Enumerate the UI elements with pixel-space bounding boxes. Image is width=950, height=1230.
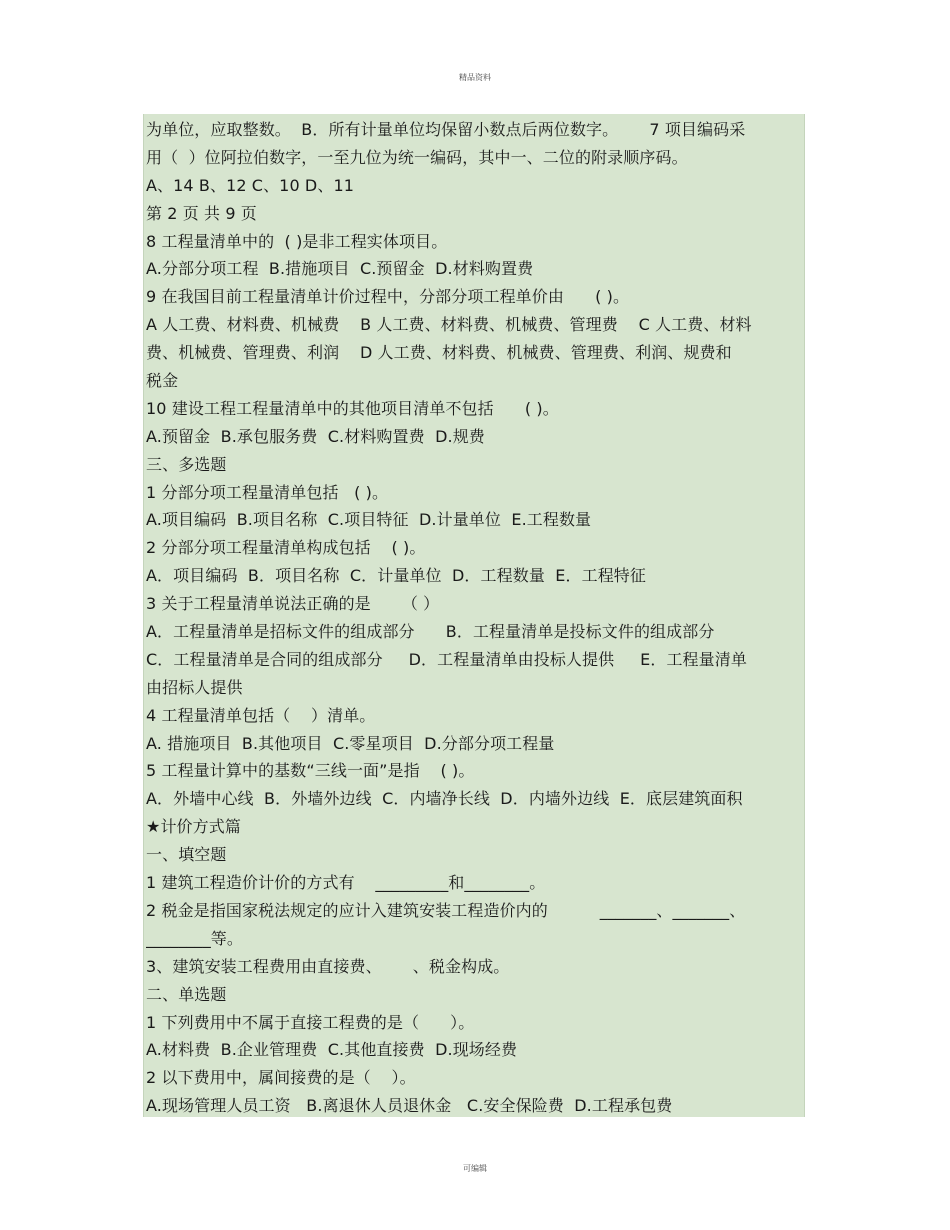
text-line: A.现场管理人员工资 B.离退休人员退休金 C.安全保险费 D.工程承包费 (146, 1096, 673, 1116)
document-content (143, 114, 805, 1117)
section-heading: ★计价方式篇 (146, 817, 241, 837)
text-line: 由招标人提供 (146, 677, 243, 697)
text-line: 5 工程量计算中的基数“三线一面”是指 ( )。 (146, 761, 475, 781)
text-line: 为单位，应取整数。 B．所有计量单位均保留小数点后两位数字。 7 项目编码采 (146, 120, 746, 139)
text-line: A、14 B、12 C、10 D、11 (146, 175, 355, 195)
text-line: 2 税金是指国家税法规定的应计入建筑安装工程造价内的 _______、_______、 (146, 900, 746, 920)
text-line: A．外墙中心线 B．外墙外边线 C．内墙净长线 D．内墙外边线 E．底层建筑面积 (146, 789, 743, 809)
text-line: A．工程量清单是招标文件的组成部分 B．工程量清单是投标文件的组成部分 (146, 622, 715, 642)
text-line: 税金 (146, 371, 179, 391)
page-header: 精品资料 (459, 73, 491, 82)
text-line: A.项目编码 B.项目名称 C.项目特征 D.计量单位 E.工程数量 (146, 510, 592, 530)
text-line: A 人工费、材料费、机械费 B 人工费、材料费、机械费、管理费 C 人工费、材料 (146, 315, 752, 335)
text-line: C．工程量清单是合同的组成部分 D．工程量清单由投标人提供 E．工程量清单 (146, 649, 747, 669)
text-line: 3、建筑安装工程费用由直接费、 、税金构成。 (146, 956, 510, 976)
text-line: ________等。 (146, 928, 243, 948)
text-line: 8 工程量清单中的 ( )是非工程实体项目。 (146, 231, 448, 251)
page-number-line: 第 2 页 共 9 页 (146, 203, 257, 223)
text-line: A. 措施项目 B.其他项目 C.零星项目 D.分部分项工程量 (146, 733, 555, 753)
text-line: 2 以下费用中，属间接费的是（ ）。 (146, 1068, 416, 1088)
text-line: 费、机械费、管理费、利润 D 人工费、材料费、机械费、管理费、利润、规费和 (146, 343, 732, 363)
text-line: 1 分部分项工程量清单包括 ( )。 (146, 482, 389, 502)
text-line: A．项目编码 B．项目名称 C．计量单位 D．工程数量 E．工程特征 (146, 566, 647, 586)
text-line: 1 建筑工程造价计价的方式有 _________和________。 (146, 873, 546, 893)
text-line: A.预留金 B.承包服务费 C.材料购置费 D.规费 (146, 426, 485, 446)
text-line: 9 在我国目前工程量清单计价过程中，分部分项工程单价由 ( )。 (146, 287, 630, 307)
section-heading: 二、单选题 (146, 984, 227, 1004)
text-line: 4 工程量清单包括（ ）清单。 (146, 705, 376, 725)
text-line: A.分部分项工程 B.措施项目 C.预留金 D.材料购置费 (146, 259, 534, 279)
text-line: 3 关于工程量清单说法正确的是 （ ） (146, 594, 440, 614)
page-footer: 可编辑 (463, 1164, 487, 1173)
section-heading: 三、多选题 (146, 454, 227, 474)
text-line: 10 建设工程工程量清单中的其他项目清单不包括 ( )。 (146, 398, 559, 418)
text-line: A.材料费 B.企业管理费 C.其他直接费 D.现场经费 (146, 1040, 518, 1060)
section-heading: 一、填空题 (146, 845, 227, 865)
text-line: 1 下列费用中不属于直接工程费的是（ ）。 (146, 1012, 475, 1032)
text-line: 用（ ）位阿拉伯数字，一至九位为统一编码，其中一、二位的附录顺序码。 (146, 147, 688, 167)
text-line: 2 分部分项工程量清单构成包括 ( )。 (146, 538, 426, 558)
